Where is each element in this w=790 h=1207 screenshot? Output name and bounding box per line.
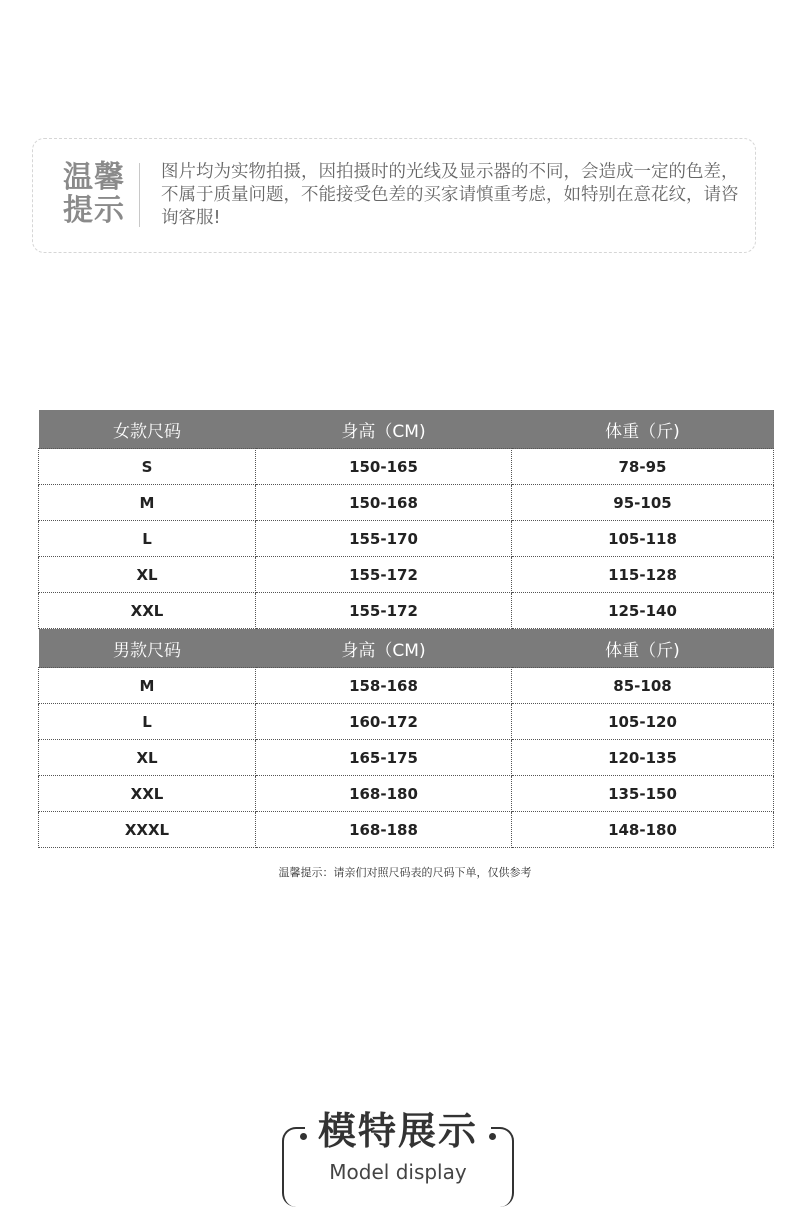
table-row: [39, 485, 774, 521]
height-cell: 155-172: [256, 593, 512, 629]
size-cell: M: [39, 485, 256, 521]
men-section: [39, 629, 774, 848]
size-cell: XL: [39, 740, 256, 776]
height-cell: 165-175: [256, 740, 512, 776]
size-footnote: 温馨提示：请亲们对照尺码表的尺码下单，仅供参考: [278, 866, 532, 879]
table-row: [39, 593, 774, 629]
notice-box: [32, 138, 756, 253]
notice-title: [63, 161, 127, 227]
model-section-title: 模特展示: [317, 1109, 478, 1153]
women-size-header: 女款尺码: [39, 410, 256, 449]
size-cell: XXXL: [39, 812, 256, 848]
weight-cell: 78-95: [512, 449, 774, 485]
size-cell: L: [39, 521, 256, 557]
height-cell: 155-170: [256, 521, 512, 557]
size-cell: XXL: [39, 776, 256, 812]
model-section-subtitle: Model display: [329, 1160, 467, 1184]
table-row: [39, 812, 774, 848]
women-height-header: 身高（CM): [256, 410, 512, 449]
weight-cell: 148-180: [512, 812, 774, 848]
table-row: [39, 521, 774, 557]
table-row: [39, 776, 774, 812]
table-row: [39, 557, 774, 593]
men-header-row: [39, 629, 774, 668]
height-cell: 168-180: [256, 776, 512, 812]
notice-divider: [139, 163, 140, 227]
size-cell: M: [39, 668, 256, 704]
size-cell: XXL: [39, 593, 256, 629]
notice-title-line2: 提示: [63, 193, 125, 228]
men-weight-header: 体重（斤): [512, 629, 774, 668]
table-row: [39, 668, 774, 704]
women-section: [39, 410, 774, 629]
women-weight-header: 体重（斤): [512, 410, 774, 449]
size-cell: XL: [39, 557, 256, 593]
height-cell: 155-172: [256, 557, 512, 593]
size-cell: S: [39, 449, 256, 485]
table-row: [39, 740, 774, 776]
weight-cell: 105-118: [512, 521, 774, 557]
men-height-header: 身高（CM): [256, 629, 512, 668]
notice-title-line1: 温馨: [63, 160, 125, 195]
men-size-header: 男款尺码: [39, 629, 256, 668]
notice-body: 图片均为实物拍摄，因拍摄时的光线及显示器的不同，会造成一定的色差，不属于质量问题，不能接受色差的买家请慎重考虑，如特别在意花纹，请咨询客服!: [161, 162, 739, 228]
women-header-row: [39, 410, 774, 449]
height-cell: 168-188: [256, 812, 512, 848]
weight-cell: 95-105: [512, 485, 774, 521]
height-cell: 158-168: [256, 668, 512, 704]
size-table: [38, 410, 774, 848]
weight-cell: 125-140: [512, 593, 774, 629]
height-cell: 150-168: [256, 485, 512, 521]
height-cell: 160-172: [256, 704, 512, 740]
height-cell: 150-165: [256, 449, 512, 485]
table-row: [39, 449, 774, 485]
weight-cell: 135-150: [512, 776, 774, 812]
weight-cell: 115-128: [512, 557, 774, 593]
table-row: [39, 704, 774, 740]
weight-cell: 120-135: [512, 740, 774, 776]
weight-cell: 85-108: [512, 668, 774, 704]
weight-cell: 105-120: [512, 704, 774, 740]
size-cell: L: [39, 704, 256, 740]
